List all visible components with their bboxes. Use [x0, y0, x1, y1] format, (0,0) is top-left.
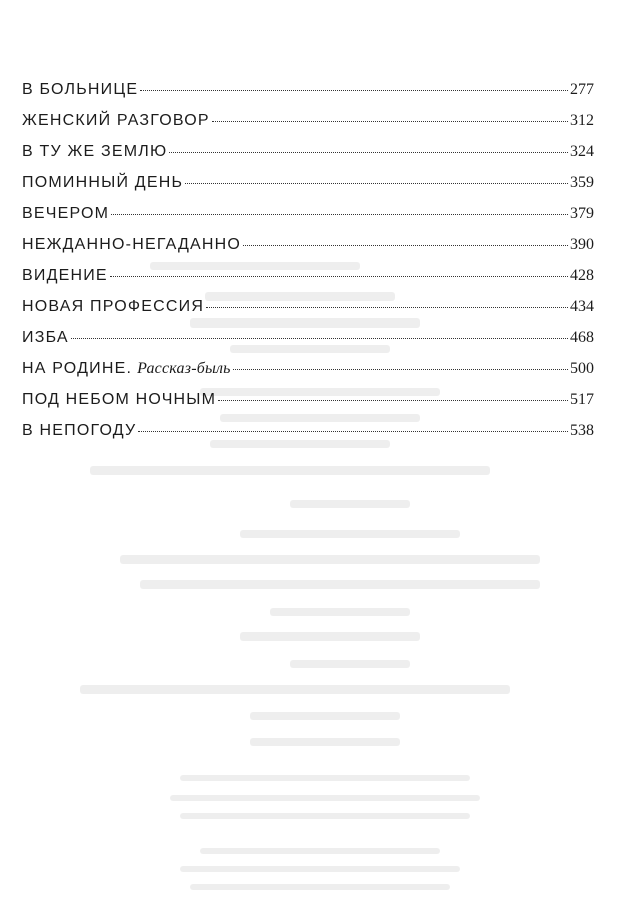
toc-dot-leader	[243, 245, 568, 246]
toc-entry-title: НОВАЯ ПРОФЕССИЯ	[22, 298, 205, 315]
toc-entry-title: ИЗБА	[22, 329, 69, 346]
table-of-contents	[22, 74, 594, 446]
toc-page-number: 312	[570, 112, 594, 129]
toc-dot-leader	[233, 369, 568, 370]
toc-page-number: 517	[570, 391, 594, 408]
toc-dot-leader	[218, 400, 568, 401]
toc-page-number: 428	[570, 267, 594, 284]
toc-dot-leader	[206, 307, 568, 308]
toc-entry	[22, 198, 594, 229]
toc-entry-title: В БОЛЬНИЦЕ	[22, 81, 139, 98]
toc-page-number: 359	[570, 174, 594, 191]
toc-dot-leader	[212, 121, 568, 122]
toc-entry	[22, 167, 594, 198]
toc-entry-title: ПОМИННЫЙ ДЕНЬ	[22, 174, 184, 191]
toc-page-number: 500	[570, 360, 594, 377]
toc-page-number: 434	[570, 298, 594, 315]
toc-entry-title: ВЕЧЕРОМ	[22, 205, 110, 222]
toc-entry	[22, 353, 594, 384]
toc-entry	[22, 229, 594, 260]
toc-entry-title: ПОД НЕБОМ НОЧНЫМ	[22, 391, 217, 408]
toc-dot-leader	[169, 152, 568, 153]
toc-dot-leader	[138, 431, 568, 432]
toc-page-number: 277	[570, 81, 594, 98]
toc-entry-title: ВИДЕНИЕ	[22, 267, 108, 284]
toc-entry-title: НА РОДИНЕ.	[22, 360, 133, 377]
toc-page-number: 390	[570, 236, 594, 253]
toc-entry	[22, 105, 594, 136]
toc-dot-leader	[185, 183, 568, 184]
toc-dot-leader	[71, 338, 568, 339]
toc-entry	[22, 74, 594, 105]
toc-entry	[22, 291, 594, 322]
toc-dot-leader	[111, 214, 568, 215]
toc-entry	[22, 322, 594, 353]
toc-page-number: 468	[570, 329, 594, 346]
toc-entry	[22, 415, 594, 446]
toc-entry-title: В ТУ ЖЕ ЗЕМЛЮ	[22, 143, 168, 160]
toc-dot-leader	[140, 90, 568, 91]
toc-page-number: 538	[570, 422, 594, 439]
toc-entry	[22, 260, 594, 291]
toc-entry-title: В НЕПОГОДУ	[22, 422, 137, 439]
toc-entry	[22, 136, 594, 167]
toc-page-number: 379	[570, 205, 594, 222]
toc-page-number: 324	[570, 143, 594, 160]
toc-entry-subtitle: Рассказ-быль	[137, 360, 231, 377]
toc-entry-title: ЖЕНСКИЙ РАЗГОВОР	[22, 112, 210, 129]
toc-dot-leader	[110, 276, 568, 277]
toc-entry	[22, 384, 594, 415]
toc-entry-title: НЕЖДАННО-НЕГАДАННО	[22, 236, 242, 253]
